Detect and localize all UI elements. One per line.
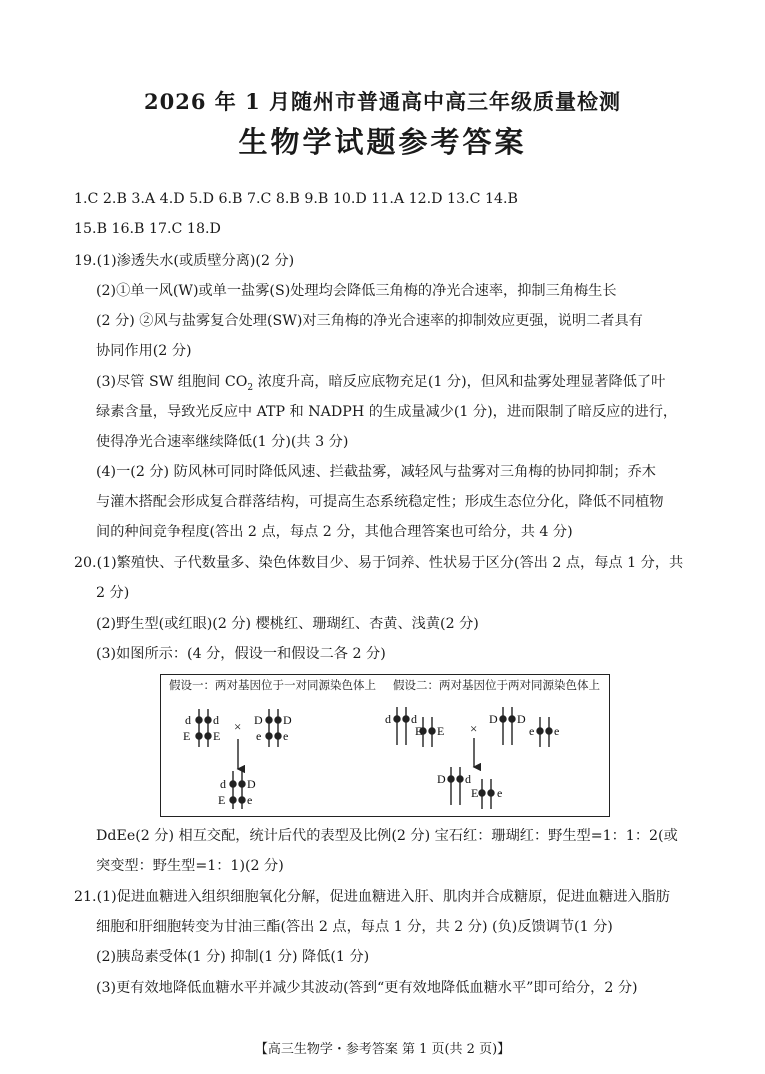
q19-part4-line3: 间的种间竞争程度(答出 2 点，每点 2 分，其他合理答案也可给分，共 4 分) (96, 524, 573, 540)
cross-symbol: × (470, 721, 478, 736)
document-title: 2026 年 1 月随州市普通高中高三年级质量检测 (144, 89, 621, 114)
gene-label-e: e (283, 729, 289, 743)
q19-part4-line1: (4)一(2 分) 防风林可同时降低风速、拦截盐雾，减轻风与盐雾对三角梅的协同抑制；乔木 (96, 464, 656, 480)
q19-part4-line2: 与灌木搭配会形成复合群落结构，可提高生态系统稳定性；形成生态位分化，降低不同植物 (96, 494, 664, 510)
cross-symbol: × (234, 719, 242, 734)
gene-label-E: E (213, 729, 221, 743)
q21-part2: (2)胰岛素受体(1 分) 抑制(1 分) 降低(1 分) (96, 949, 370, 965)
q19-part3-line3: 使得净光合速率继续降低(1 分)(共 3 分) (96, 434, 349, 450)
q20-part3-answer-line2: 突变型：野生型=1：1)(2 分) (96, 858, 284, 874)
gene-label-E: E (415, 724, 423, 738)
gene-label-d: d (385, 712, 391, 726)
mc-answers-line1: 1.C 2.B 3.A 4.D 5.D 6.B 7.C 8.B 9.B 10.D 11.A 12.D 13.C 14.B (74, 191, 518, 207)
gene-label-E: E (218, 793, 226, 807)
hypothesis1-title: 假设一：两对基因位于一对同源染色体上 (169, 678, 376, 692)
document-subtitle: 生物学试题参考答案 (238, 125, 527, 159)
q21-part1-line1: 21.(1)促进血糖进入组织细胞氧化分解，促进血糖进入肝、肌肉并合成糖原，促进血糖进入脂肪 (74, 889, 670, 905)
gene-label-d: d (220, 777, 226, 791)
gene-label-D: D (254, 713, 263, 727)
gene-label-E: E (183, 729, 191, 743)
gene-label-e: e (497, 786, 503, 800)
q19-part1: 19.(1)渗透失水(或质壁分离)(2 分) (74, 253, 295, 269)
q21-part3: (3)更有效地降低血糖水平并减少其波动(答到“更有效地降低血糖水平”即可给分，2 分) (96, 980, 638, 996)
q20-part3-answer-line1: DdEe(2 分) 相互交配，统计后代的表型及比例(2 分) 宝石红：珊瑚红：野生型=1：1：2(或 (96, 828, 678, 844)
q19-part2-line3: 协同作用(2 分) (96, 343, 192, 359)
gene-label-d: d (465, 772, 471, 786)
gene-label-e: e (529, 724, 535, 738)
q20-part3: (3)如图所示：(4 分，假设一和假设二各 2 分) (96, 646, 386, 662)
q20-part1-line1: 20.(1)繁殖快、子代数量多、染色体数目少、易于饲养、性状易于区分(答出 2 点，每点 1 分，共 (74, 555, 684, 571)
gene-label-E: E (437, 724, 445, 738)
gene-label-D: D (489, 712, 498, 726)
page-footer: 【高三生物学・参考答案 第 1 页(共 2 页)】 (254, 1042, 511, 1057)
gene-label-d: d (411, 712, 417, 726)
q20-part1-line2: 2 分) (96, 585, 130, 601)
gene-label-d: d (185, 713, 191, 727)
gene-label-d: d (213, 713, 219, 727)
q19-part2-line1: (2)①单一风(W)或单一盐雾(S)处理均会降低三角梅的净光合速率，抑制三角梅生长 (96, 283, 617, 299)
q19-part3-line1: (3)尽管 SW 组胞间 $CO_2$ 浓度升高，暗反应底物充足(1 分)，但风和盐雾处理显著降低了叶 (96, 374, 666, 393)
gene-label-e: e (554, 724, 560, 738)
chromosome-figure (161, 675, 609, 816)
q19-part3-line2: 绿素含量，导致光反应中 ATP 和 NADPH 的生成量减少(1 分)，进而限制了暗反应的进行， (96, 404, 678, 420)
gene-label-e: e (256, 729, 262, 743)
gene-label-D: D (517, 712, 526, 726)
q21-part1-line2: 细胞和肝细胞转变为甘油三酯(答出 2 点，每点 1 分，共 2 分) (负)反馈调节(1 分) (96, 919, 613, 935)
q20-part2: (2)野生型(或红眼)(2 分) 樱桃红、珊瑚红、杏黄、浅黄(2 分) (96, 616, 479, 632)
chromosome-diagram (160, 674, 610, 817)
gene-label-D: D (283, 713, 292, 727)
mc-answers-line2: 15.B 16.B 17.C 18.D (74, 221, 221, 237)
gene-label-e: e (247, 793, 253, 807)
gene-label-D: D (247, 777, 256, 791)
gene-label-D: D (437, 772, 446, 786)
hypothesis2-title: 假设二：两对基因位于两对同源染色体上 (393, 678, 600, 692)
q19-part2-line2: (2 分) ②风与盐雾复合处理(SW)对三角梅的净光合速率的抑制效应更强，说明二者具有 (96, 313, 643, 329)
gene-label-E: E (471, 786, 479, 800)
